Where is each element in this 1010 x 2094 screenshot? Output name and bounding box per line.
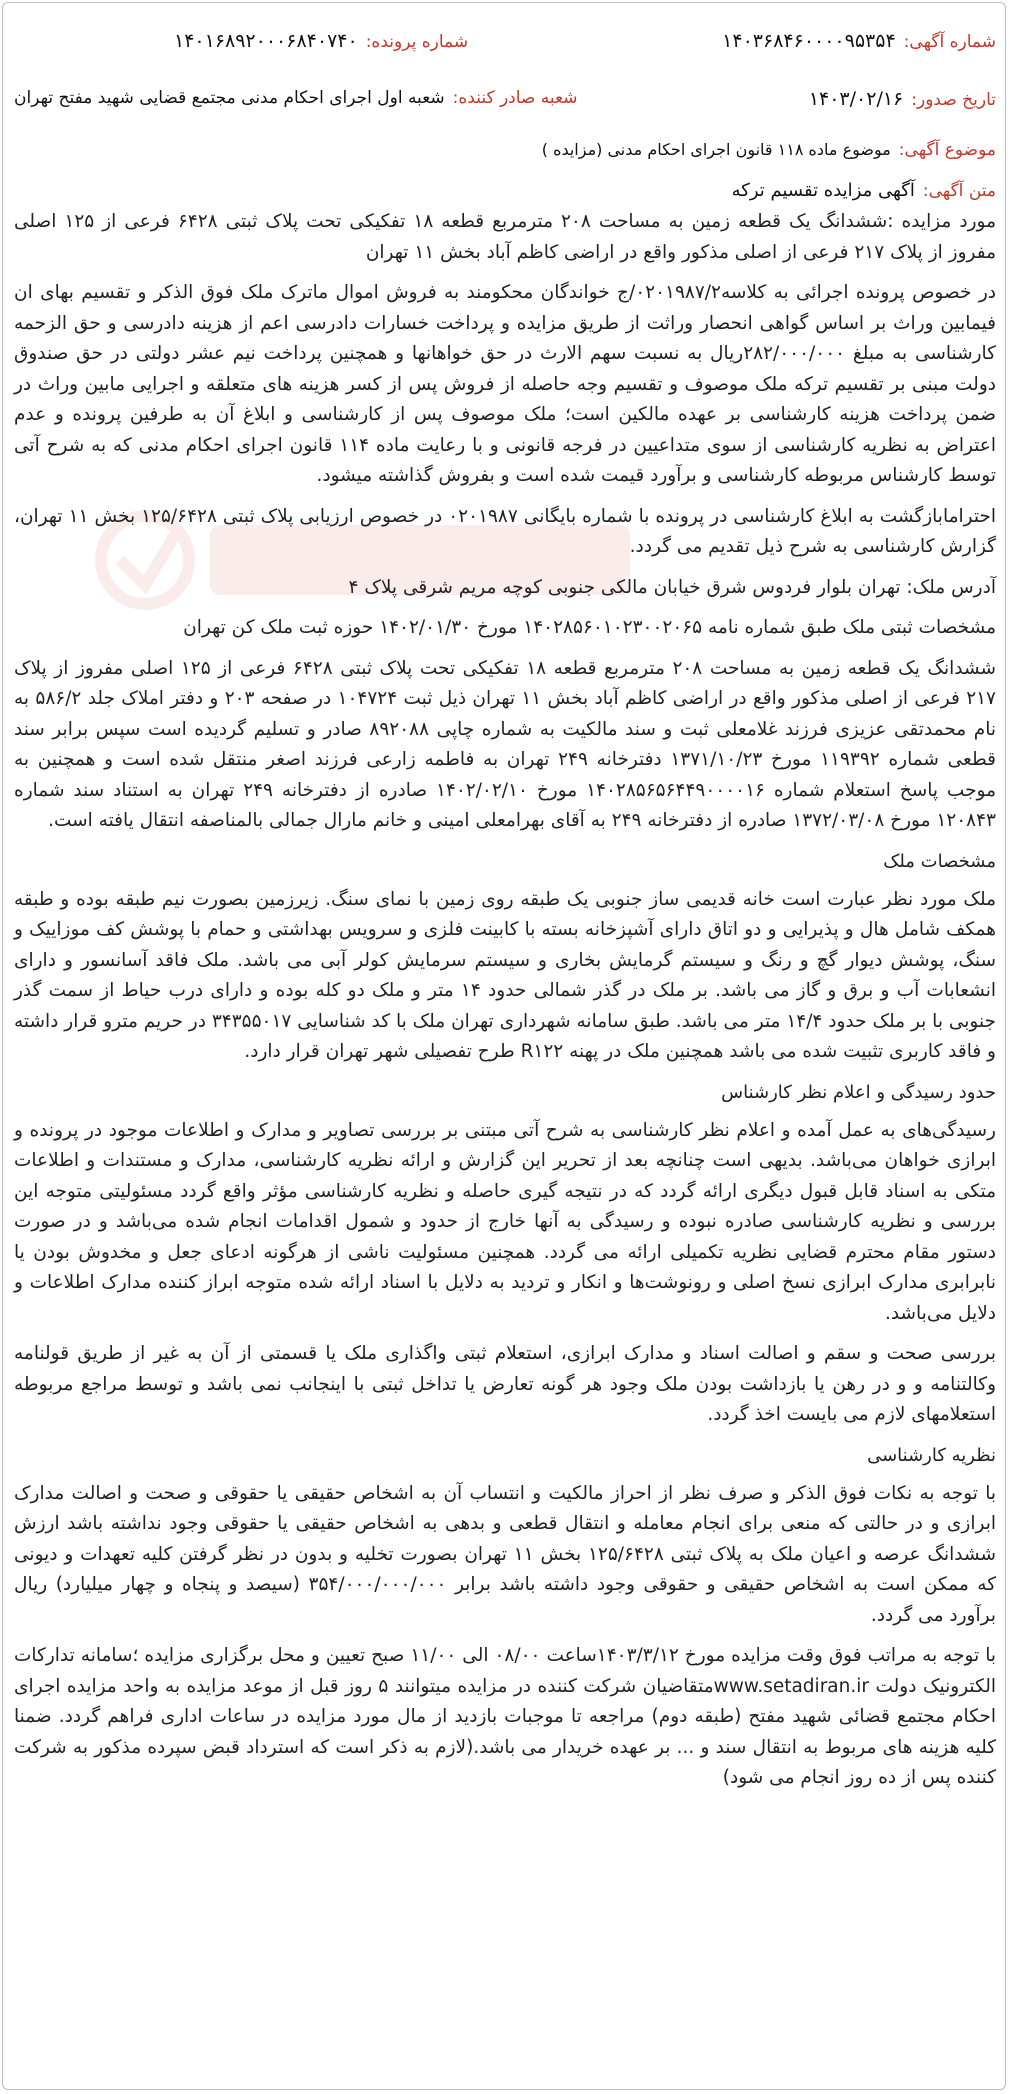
review-limits-paragraph: رسیدگی‌های به عمل آمده و اعلام نظر کارشناسی به شرح آتی مبتنی بر بررسی تصاویر و مدارک و اطلاعات موجود در پرونده و ابرازی خواهان می‌باشد. بدیهی است چنانچه بعد از تحریر این گزارش و ارائه نظریه کارشناسی، مدارک و مستندات و اطلاعات متکی به اسناد قابل قبول دیگری ارائه گردد که در نتیجه گیری حاصله و نظریه کارشناسی مؤثر واقع گردد مسئولیتی متوجه این بررسی و نظریه کارشناسی صادره نبوده و رسیدگی به آنها خارج از حدود و شمول اقدامات انجام شده می‌باشد و در صورت دستور مقام محترم قضایی نظریه تکمیلی ارائه می گردد. همچنین مسئولیت ناشی از هرگونه ادعای جعل و مخدوش بودن یا نابرابری مدارک ابرازی نسخ اصلی و رونوشت‌ها و انکار و تردید به دلایل با اسناد ارائه شده متوجه ابراز کننده مدارک اطلاعات و دلایل می‌باشد. [14, 1119, 996, 1324]
header-row-2 [14, 88, 996, 110]
topic-row [14, 140, 996, 160]
notice-number-label: شماره آگهی: [903, 32, 996, 52]
notice-number-group [722, 30, 996, 52]
notice-number: ۱۴۰۳۶۸۴۶۰۰۰۰۹۵۳۵۴ [722, 30, 896, 52]
issue-date: ۱۴۰۳/۰۲/۱۶ [808, 88, 904, 110]
case-number: ۱۴۰۱۶۸۹۲۰۰۰۶۸۴۰۷۴۰ [174, 30, 358, 52]
property-specs-paragraph: ملک مورد نظر عبارت است خانه قدیمی ساز جنوبی یک طبقه روی زمین با نمای سنگ. زیرزمین بصورت نیم طبقه بوده و طبقه همکف شامل هال و پذیرایی و دو اتاق دارای آشپزخانه بسته با کابینت فلزی و سرویس بهداشتی و حمام با پوشش کف موزاییک و سنگ، پوشش دیوار گچ و رنگ و سیستم گرمایش بخاری و سیستم سرمایش کولر آبی می باشد. ملک فاقد آسانسور و دارای انشعابات آب و برق و گاز می باشد. بر ملک در گذر شمالی حدود ۱۴ متر و ملک دو کله بوده و دارای درب حیاط از سمت گذر جنوبی با بر ملک حدود ۱۴/۴ متر می باشد. طبق سامانه شهرداری تهران ملک با کد شناسایی ۳۴۳۵۵۰۱۷ در حریم مترو قرار داشته و فاقد کاربری تثبیت شده می باشد همچنین ملک در پهنه R۱۲۲ طرح تفصیلی شهر تهران قرار دارد. [14, 888, 996, 1062]
issue-date-label: تاریخ صدور: [911, 90, 996, 110]
case-details-paragraph: در خصوص پرونده اجرائی به کلاسه۰۲۰۱۹۸۷/۲/ج خواندگان محکومند به فروش اموال ماترک ملک فوق الذکر و تقسیم بهای ان فیمابین وراث بر اساس گواهی انحصار وراثت از طریق مزایده و پرداخت خسارات دادرسی اعم از هزینه دادرسی و حق الزحمه کارشناسی به مبلغ ۲۸۲/۰۰۰/۰۰۰ریال به نسبت سهم الارث در حق خواهانها و همچنین پرداخت نیم عشر دولتی در حق صندوق دولت مبنی بر تقسیم ترکه ملک موصوف و تقسیم وجه حاصله از فروش پس از کسر هزینه های متعلقه و اجرایی مابین وراث در ضمن پرداخت هزینه کارشناسی بر عهده مالکین است؛ ملک موصوف پس از کارشناسی و ابلاغ آن به طرفین پرونده و عدم اعتراض به نظریه کارشناسی از سوی متداعیین در فرجه قانونی و با رعایت ماده ۱۱۴ قانون اجرای احکام مدنی که به شرح آتی توسط کارشناس مربوطه کارشناسی و برآورد قیمت شده است و بفروش گذاشته میشود. [14, 282, 996, 486]
expert-opinion-paragraph: با توجه به نکات فوق الذکر و صرف نظر از احراز مالکیت و انتساب آن به اشخاص حقیقی یا حقوقی و صحت و اصالت مدارک ابرازی و در حالتی که منعی برای انجام معامله و انتقال قطعی و بدهی به اشخاص حقیقی یا حقوقی وجود نداشته باشد ارزش ششدانگ عرصه و اعیان ملک به پلاک ثبتی ۱۲۵/۶۴۲۸ بخش ۱۱ تهران بصورت تخلیه و بدون در نظر گرفتن کلیه تعهدات و دیونی که ممکن است به اشخاص حقیقی و حقوقی وجود داشته باشد برابر ۳۵۴/۰۰۰/۰۰۰/۰۰۰ (سیصد و پنجاه و چهار میلیارد) ریال برآورد می گردد. [14, 1482, 996, 1626]
body-title-row [14, 180, 996, 201]
review-limits-heading: حدود رسیدگی و اعلام نظر کارشناس [721, 1081, 996, 1103]
auction-item-paragraph: مورد مزایده :ششدانگ یک قطعه زمین به مساحت ۲۰۸ مترمربع قطعه ۱۸ تفکیکی تحت پلاک ثبتی ۶۴۲۸ فرعی از ۱۲۵ اصلی مفروز از پلاک ۲۱۷ فرعی از اصلی مذکور واقع در اراضی کاظم آباد بخش ۱۱ تهران [14, 211, 996, 263]
auction-schedule-paragraph: با توجه به مراتب فوق وقت مزایده مورخ ۱۴۰۳/۳/۱۲ساعت ۰۸/۰۰ الی ۱۱/۰۰ صبح تعیین و محل برگزاری مزایده ؛سامانه تدارکات الکترونیک دولت www.setadiran.irمتقاضیان شرکت کننده در مزایده میتوانند ۵ روز قبل از موعد مزایده به واحد مزایده اجرای احکام مجتمع قضائی شهید مفتح (طبقه دوم) مراجعه تا موجبات بازدید از مال مورد مزایده در ساعات اداری فراهم گردد. ضمنا کلیه هزینه های مربوط به انتقال سند و ... بر عهده خریدار می باشد.(لازم به ذکر است که استرداد قبض سپرده مذکور به شرکت کننده پس از ده روز انجام می شود) [14, 1645, 996, 1788]
body-title: آگهی مزایده تقسیم ترکه [731, 180, 915, 201]
body-label: متن آگهی: [922, 181, 996, 201]
registry-details: مشخصات ثبتی ملک طبق شماره نامه ۱۴۰۲۸۵۶۰۱۰۲۳۰۰۲۰۶۵ مورخ ۱۴۰۲/۰۱/۳۰ حوزه ثبت ملک کن تهران [183, 617, 996, 638]
case-number-group [174, 30, 468, 52]
property-specs-heading: مشخصات ملک [883, 850, 996, 872]
topic-label: موضوع آگهی: [898, 140, 996, 160]
ownership-history-paragraph: ششدانگ یک قطعه زمین به مساحت ۲۰۸ مترمربع قطعه ۱۸ تفکیکی تحت پلاک ثبتی ۶۴۲۸ فرعی از ۱۲۵ اصلی مفروز از پلاک ۲۱۷ فرعی از اصلی مذکور واقع در اراضی کاظم آباد بخش ۱۱ تهران ذیل ثبت ۱۰۴۷۲۴ در صفحه ۲۰۳ و دفتر املاک جلد ۵۸۶/۲ به نام محمدتقی عزیزی فرزند غلامعلی ثبت و سند مالکیت به شماره چاپی ۸۹۲۰۸۸ صادر و تسلیم گردیده است سپس برابر سند قطعی شماره ۱۱۹۳۹۲ مورخ ۱۳۷۱/۱۰/۲۳ دفترخانه ۲۴۹ تهران به فاطمه زارعی فرزند اصغر منتقل شده است و همچنین به موجب پاسخ استعلام شماره ۱۴۰۲۸۵۶۵۶۴۴۹۰۰۰۰۱۶ مورخ ۱۴۰۲/۰۲/۱۰ صادره از دفترخانه ۲۴۹ تهران به استناد سند شماره ۱۲۰۸۴۳ مورخ ۱۳۷۲/۰۳/۰۸ صادره از دفترخانه ۲۴۹ به آقای بهرامعلی امینی و خانم مارال جمالی بالمناصفه انتقال یافته است. [14, 657, 997, 831]
issuer-group [14, 88, 577, 110]
expert-opinion-heading: نظریه کارشناسی [867, 1444, 996, 1466]
notice-content [14, 140, 996, 1804]
topic: موضوع ماده ۱۱۸ قانون اجرای احکام مدنی (مزایده ) [541, 140, 891, 159]
case-number-label: شماره پرونده: [365, 32, 469, 52]
verification-paragraph: بررسی صحت و سقم و اصالت اسناد و مدارک ابرازی، استعلام ثبتی واگذاری ملک یا قسمتی از آن به غیر از طریق قولنامه وکالتنامه و و در رهن یا بازداشت بودن ملک وجود هر گونه تعارض یا تداخل ثبتی با اینجانب نمی باشد و توسط مراجع مربوطه استعلامهای لازم می بایست اخذ گردد. [14, 1343, 996, 1425]
header-row-1 [14, 30, 996, 52]
expert-report-intro: احتراماباز‌گشت به ابلاغ کارشناسی در پرونده با شماره بایگانی ۰۲۰۱۹۸۷ در خصوص ارزیابی پلاک ثبتی ۱۲۵/۶۴۲۸ بخش ۱۱ تهران، گزارش کارشناسی به شرح ذیل تقدیم می گردد. [14, 505, 996, 557]
issue-date-group [809, 88, 996, 110]
issuer-label: شعبه صادر کننده: [452, 88, 578, 108]
issuer: شعبه اول اجرای احکام مدنی مجتمع قضایی شهید مفتح تهران [14, 88, 445, 108]
property-address: آدرس ملک: تهران بلوار فردوس شرق خیابان مالکی جنوبی کوچه مریم شرقی پلاک ۴ [348, 576, 996, 598]
